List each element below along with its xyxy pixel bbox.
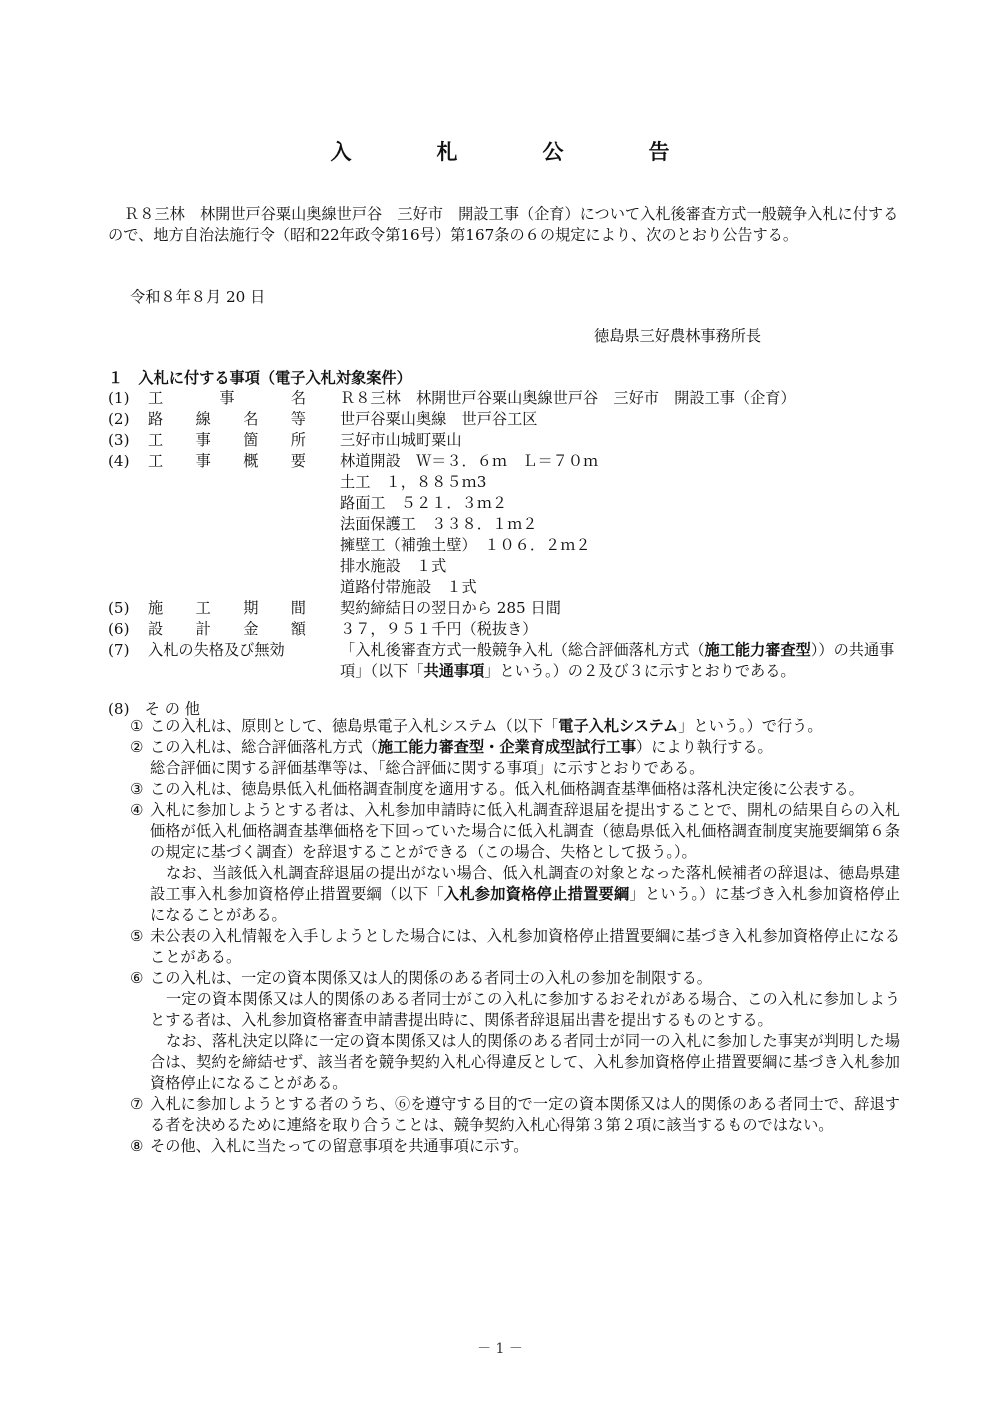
item-label: [148, 409, 340, 430]
item-label-char: 等: [290, 410, 306, 428]
item-label: [148, 430, 340, 451]
item-label-char: 路: [148, 410, 164, 428]
item-2: [108, 409, 900, 430]
item-label: [148, 388, 340, 409]
subitem-8: ⑧ その他、入札に当たっての留意事項を共通事項に示す。: [130, 1137, 529, 1155]
item-label-char: 期: [243, 599, 259, 617]
item-value: [340, 451, 900, 598]
item-label-char: 概: [243, 452, 259, 470]
item-label-char: 工: [195, 599, 211, 617]
item-number: (1): [108, 389, 130, 407]
announcement-date: 令和８年８月 20 日: [130, 288, 266, 306]
item-number: (6): [108, 620, 130, 638]
item-label-char: 事: [219, 389, 235, 407]
item-label-char: 線: [195, 410, 211, 428]
item-value-line: ３７，９５１千円（税抜き）: [340, 620, 538, 638]
item-7: [108, 640, 900, 682]
item-label-char: 工: [148, 389, 164, 407]
item-5: [108, 598, 900, 619]
subitem-2: ② この入札は、総合評価落札方式（施工能力審査型・企業育成型試行工事）により執行する。 総合評価に関する評価基準等は、「総合評価に関する事項」に示すとおりである。: [130, 738, 773, 777]
subitem-4: ④ 入札に参加しようとする者は、入札参加申請時に低入札調査辞退届を提出することで、開札の結果自らの入札価格が低入札価格調査基準価格を下回っていた場合に低入札調査（徳島県低入札価格調査制度実施要綱第６条の規定に基づく調査）を辞退することができる（この場合、失格として扱う。）。 なお、当該低入札調査辞退届の提出がない場合、低入札調査の対象となった落札候補者の辞退は、徳島県建設工事入札参加資格停止措置要綱（以下「入札参加資格停止措置要綱」という。）に基づき入札参加資格停止になることがある。: [130, 801, 901, 924]
item-label-char: 施: [148, 599, 164, 617]
section-1-heading: １ 入札に付する事項（電子入札対象案件）: [108, 369, 412, 387]
item-label: [148, 451, 340, 598]
subitem-5: ⑤ 未公表の入札情報を入手しようとした場合には、入札参加資格停止措置要綱に基づき入札参加資格停止になることがある。: [130, 927, 900, 966]
item-label-char: 計: [195, 620, 211, 638]
item-value: [340, 409, 900, 430]
item-value-line: 法面保護工 ３３８．１ｍ２: [340, 515, 538, 533]
item-label-char: 金: [243, 620, 259, 638]
item-label-char: 名: [290, 389, 306, 407]
item-6: [108, 619, 900, 640]
item-value-line: Ｒ８三林 林開世戸谷粟山奥線世戸谷 三好市 開設工事（企育）: [340, 389, 796, 407]
item-3: [108, 430, 900, 451]
item-label: [148, 619, 340, 640]
item-label-char: 工: [148, 452, 164, 470]
page-number: － 1 －: [477, 1341, 523, 1357]
item-value: [340, 430, 900, 451]
item-4: [108, 451, 900, 598]
item-label-char: 事: [195, 452, 211, 470]
item-number: (7): [108, 641, 130, 659]
item-8-subitems: [130, 716, 900, 1157]
item-label-char: 工: [148, 431, 164, 449]
section-1-items: [108, 388, 900, 682]
item-number: (2): [108, 410, 130, 428]
item-value-line: 林道開設 Ｗ＝３．６ｍ Ｌ＝７０ｍ: [340, 452, 599, 470]
item-label: [148, 598, 340, 619]
subitem-6: ⑥ この入札は、一定の資本関係又は人的関係のある者同士の入札の参加を制限する。 一定の資本関係又は人的関係のある者同士がこの入札に参加するおそれがある場合、この入札に参加しようとする者は、入札参加資格審査申請書提出時に、関係者辞退届出書を提出するものとする。 なお、落札決定以降に一定の資本関係又は人的関係のある者同士が同一の入札に参加した事実が判明した場合は、契約を締結せず、該当者を競争契約入札心得違反として、入札参加資格停止措置要綱に基づき入札参加資格停止になることがある。: [130, 969, 900, 1092]
item-number: (5): [108, 599, 130, 617]
item-label-char: 間: [290, 599, 306, 617]
item-value: [340, 388, 900, 409]
item-value-line: 路面工 ５２１．３ｍ２: [340, 494, 508, 512]
item-number: (4): [108, 452, 130, 470]
item-value-line: 三好市山城町粟山: [340, 431, 462, 449]
issuer-name: 徳島県三好農林事務所長: [594, 327, 762, 345]
item-value: [340, 598, 900, 619]
page-title: 入 札 公 告: [330, 140, 702, 164]
item-value: [340, 619, 900, 640]
item-1: [108, 388, 900, 409]
item-value: 「入札後審査方式一般競争入札（総合評価落札方式（施工能力審査型））の共通事項」（以下「共通事項」という。）の２及び３に示すとおりである。: [340, 641, 895, 680]
subitem-1: ① この入札は、原則として、徳島県電子入札システム（以下「電子入札システム」という。）で行う。: [130, 717, 823, 735]
item-value-line: 道路付帯施設 １式: [340, 578, 477, 596]
item-value-line: 契約締結日の翌日から 285 日間: [340, 599, 561, 617]
intro-paragraph: Ｒ８三林 林開世戸谷粟山奥線世戸谷 三好市 開設工事（企育）について入札後審査方式一般競争入札に付するので、地方自治法施行令（昭和22年政令第16号）第167条の６の規定により、次のとおり公告する。: [108, 205, 899, 244]
item-label-char: 箇: [243, 431, 259, 449]
item-value-line: 土工 １，８８５ｍ3: [340, 473, 487, 491]
item-8-heading: (8) そ の 他: [108, 700, 200, 718]
item-label: 入札の失格及び無効: [148, 641, 285, 659]
item-label-char: 所: [290, 431, 306, 449]
subitem-3: ③ この入札は、徳島県低入札価格調査制度を適用する。低入札価格調査基準価格は落札決定後に公表する。: [130, 780, 864, 798]
item-label-char: 額: [290, 620, 306, 638]
item-value-line: 世戸谷粟山奥線 世戸谷工区: [340, 410, 538, 428]
item-number: (3): [108, 431, 130, 449]
item-label-char: 設: [148, 620, 164, 638]
subitem-7: ⑦ 入札に参加しようとする者のうち、⑥を遵守する目的で一定の資本関係又は人的関係のある者同士で、辞退する者を決めるために連絡を取り合うことは、競争契約入札心得第３第２項に該当するものではない。: [130, 1095, 900, 1134]
item-value-line: 擁壁工（補強土壁） １０６．２ｍ２: [340, 536, 591, 554]
item-label-char: 名: [243, 410, 259, 428]
item-value-line: 排水施設 １式: [340, 557, 447, 575]
item-label-char: 事: [195, 431, 211, 449]
item-label-char: 要: [290, 452, 306, 470]
